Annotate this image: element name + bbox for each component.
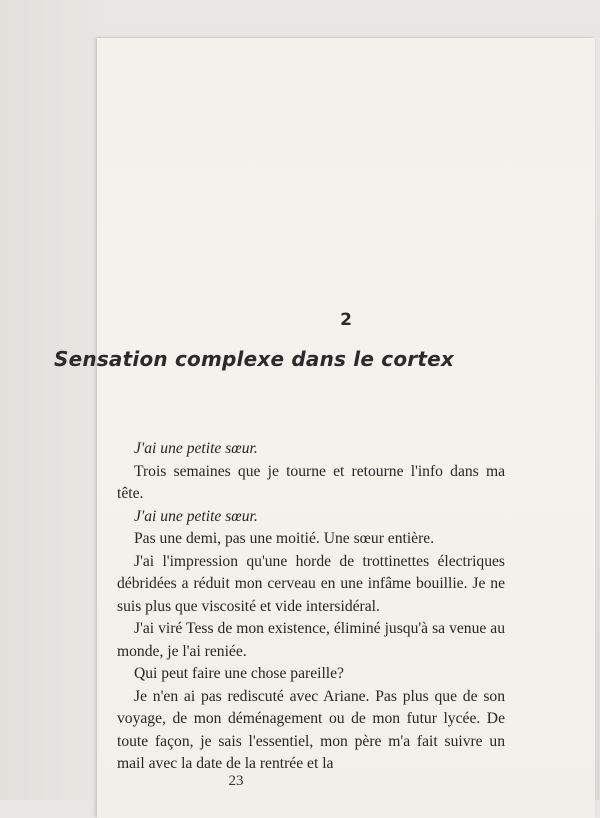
paragraph: J'ai viré Tess de mon existence, éliminé jusqu'à sa venue au monde, je l'ai reniée. — [117, 620, 505, 660]
paragraph: Je n'en ai pas rediscuté avec Ariane. Pas plus que de son voyage, de mon déménagement ou de mon futur lycée. De toute façon, je sais l'essentiel, mon père m'a fait suivre un mail avec la date de la rentrée et la — [117, 687, 505, 772]
paragraph: J'ai une petite sœur. — [134, 507, 258, 525]
paragraph: J'ai une petite sœur. — [134, 440, 258, 457]
chapter-body — [117, 438, 505, 776]
page-number: 23 — [228, 773, 244, 789]
chapter-number: 2 — [340, 310, 352, 330]
chapter-title: Sensation complexe dans le cortex — [54, 347, 454, 371]
background-surface — [0, 0, 100, 800]
paragraph: Trois semaines que je tourne et retourne l'info dans ma tête. — [117, 462, 505, 502]
paragraph: J'ai l'impression qu'une horde de trottinettes électriques débridées a réduit mon cerveau en une infâme bouillie. Je ne suis plus que viscosité et vide intersidéral. — [117, 552, 505, 615]
paragraph: Qui peut faire une chose pareille? — [134, 665, 344, 682]
book-page — [54, 38, 595, 818]
paragraph: Pas une demi, pas une moitié. Une sœur entière. — [134, 530, 435, 547]
